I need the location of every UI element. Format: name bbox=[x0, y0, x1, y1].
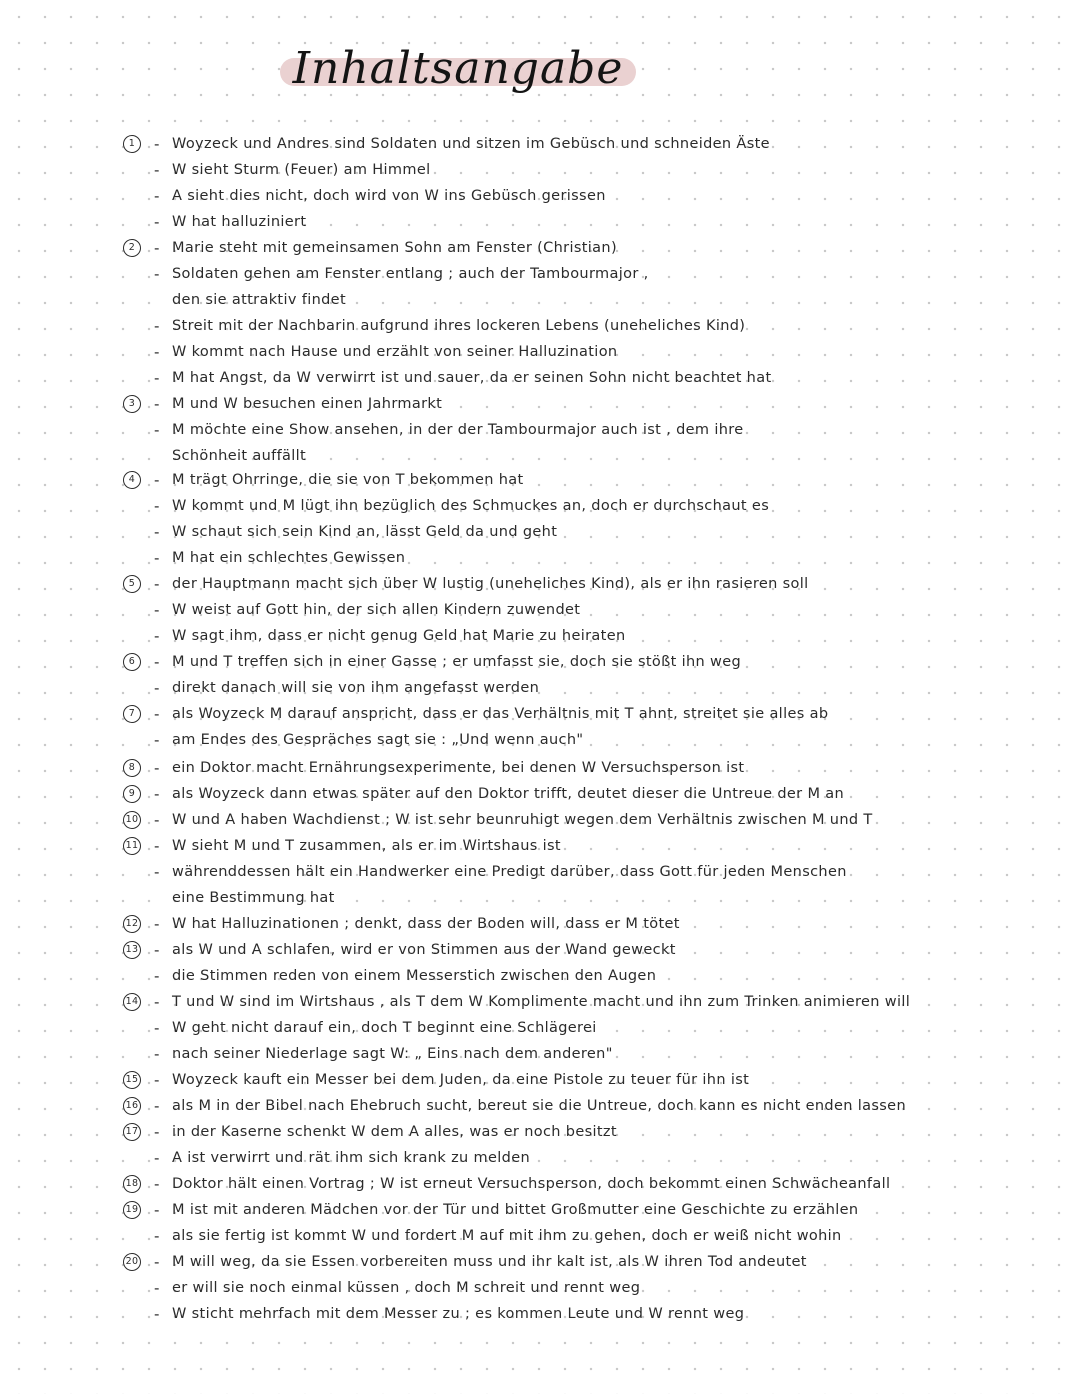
bullet-dash: - bbox=[154, 1045, 160, 1063]
summary-line-text: Doktor hält einen Vortrag ; W ist erneut Versuchsperson, doch bekommt einen Schwächeanfall bbox=[172, 1176, 891, 1192]
summary-line-text: W hat halluziniert bbox=[172, 214, 307, 230]
scene-number-circle: 10 bbox=[123, 811, 141, 829]
scene-number-circle: 16 bbox=[123, 1097, 141, 1115]
summary-line-text: Marie steht mit gemeinsamen Sohn am Fenster (Christian) bbox=[172, 240, 617, 256]
bullet-dash: - bbox=[154, 1175, 160, 1193]
scene-number-circle: 5 bbox=[123, 575, 141, 593]
bullet-dash: - bbox=[154, 187, 160, 205]
summary-line-text: Schönheit auffällt bbox=[172, 448, 307, 464]
bullet-dash: - bbox=[154, 705, 160, 723]
bullet-dash: - bbox=[154, 759, 160, 777]
bullet-dash: - bbox=[154, 863, 160, 881]
summary-line-text: als Woyzeck M darauf anspricht, dass er das Verhältnis mit T ahnt, streitet sie alles ab bbox=[172, 706, 829, 722]
summary-line-text: W geht nicht darauf ein, doch T beginnt eine Schlägerei bbox=[172, 1020, 597, 1036]
summary-line-text: der Hauptmann macht sich über W lustig (uneheliches Kind), als er ihn rasieren soll bbox=[172, 576, 809, 592]
title-block bbox=[280, 38, 640, 108]
summary-line-text: T und W sind im Wirtshaus , als T dem W Komplimente macht und ihn zum Trinken animieren will bbox=[172, 994, 911, 1010]
summary-line-text: W kommt nach Hause und erzählt von seiner Halluzination bbox=[172, 344, 618, 360]
summary-line-text: den sie attraktiv findet bbox=[172, 292, 346, 308]
bullet-dash: - bbox=[154, 837, 160, 855]
bullet-dash: - bbox=[154, 421, 160, 439]
bullet-dash: - bbox=[154, 601, 160, 619]
summary-line-text: er will sie noch einmal küssen , doch M schreit und rennt weg bbox=[172, 1280, 641, 1296]
summary-line-text: W weist auf Gott hin, der sich allen Kindern zuwendet bbox=[172, 602, 581, 618]
summary-line-text: A sieht dies nicht, doch wird von W ins Gebüsch gerissen bbox=[172, 188, 606, 204]
bullet-dash: - bbox=[154, 343, 160, 361]
summary-line-text: M und W besuchen einen Jahrmarkt bbox=[172, 396, 443, 412]
summary-line-text: W sieht Sturm (Feuer) am Himmel bbox=[172, 162, 431, 178]
bullet-dash: - bbox=[154, 265, 160, 283]
summary-line-text: eine Bestimmung hat bbox=[172, 890, 335, 906]
scene-number-circle: 12 bbox=[123, 915, 141, 933]
bullet-dash: - bbox=[154, 811, 160, 829]
bullet-dash: - bbox=[154, 471, 160, 489]
summary-line-text: Woyzeck kauft ein Messer bei dem Juden, da eine Pistole zu teuer für ihn ist bbox=[172, 1072, 750, 1088]
scene-number-circle: 13 bbox=[123, 941, 141, 959]
scene-number-circle: 3 bbox=[123, 395, 141, 413]
bullet-dash: - bbox=[154, 239, 160, 257]
bullet-dash: - bbox=[154, 135, 160, 153]
bullet-dash: - bbox=[154, 941, 160, 959]
summary-line-text: als M in der Bibel nach Ehebruch sucht, bereut sie die Untreue, doch kann es nicht enden lassen bbox=[172, 1098, 906, 1114]
summary-line-text: W sieht M und T zusammen, als er im Wirtshaus ist bbox=[172, 838, 561, 854]
bullet-dash: - bbox=[154, 369, 160, 387]
bullet-dash: - bbox=[154, 575, 160, 593]
scene-number-circle: 6 bbox=[123, 653, 141, 671]
summary-line-text: M hat Angst, da W verwirrt ist und sauer, da er seinen Sohn nicht beachtet hat bbox=[172, 370, 772, 386]
summary-line-text: M und T treffen sich in einer Gasse ; er umfasst sie, doch sie stößt ihn weg bbox=[172, 654, 742, 670]
bullet-dash: - bbox=[154, 161, 160, 179]
bullet-dash: - bbox=[154, 497, 160, 515]
scene-number-circle: 4 bbox=[123, 471, 141, 489]
summary-line-text: W hat Halluzinationen ; denkt, dass der Boden will, dass er M tötet bbox=[172, 916, 680, 932]
summary-line-text: direkt danach will sie von ihm angefasst werden bbox=[172, 680, 540, 696]
summary-line-text: als sie fertig ist kommt W und fordert M auf mit ihm zu gehen, doch er weiß nicht wohin bbox=[172, 1228, 842, 1244]
bullet-dash: - bbox=[154, 1253, 160, 1271]
summary-line-text: M will weg, da sie Essen vorbereiten muss und ihr kalt ist, als W ihren Tod andeutet bbox=[172, 1254, 807, 1270]
bullet-dash: - bbox=[154, 785, 160, 803]
scene-number-circle: 11 bbox=[123, 837, 141, 855]
summary-line-text: Streit mit der Nachbarin aufgrund ihres lockeren Lebens (uneheliches Kind) bbox=[172, 318, 746, 334]
bullet-dash: - bbox=[154, 993, 160, 1011]
summary-line-text: als Woyzeck dann etwas später auf den Doktor trifft, deutet dieser die Untreue der M an bbox=[172, 786, 845, 802]
summary-line-text: A ist verwirrt und rät ihm sich krank zu melden bbox=[172, 1150, 531, 1166]
scene-number-circle: 20 bbox=[123, 1253, 141, 1271]
scene-number-circle: 1 bbox=[123, 135, 141, 153]
summary-line-text: währenddessen hält ein Handwerker eine Predigt darüber, dass Gott für jeden Menschen bbox=[172, 864, 847, 880]
summary-line-text: in der Kaserne schenkt W dem A alles, was er noch besitzt bbox=[172, 1124, 617, 1140]
summary-line-text: M trägt Ohrringe, die sie von T bekommen hat bbox=[172, 472, 524, 488]
scene-number-circle: 7 bbox=[123, 705, 141, 723]
bullet-dash: - bbox=[154, 1071, 160, 1089]
bullet-dash: - bbox=[154, 523, 160, 541]
summary-line-text: nach seiner Niederlage sagt W: „ Eins nach dem anderen" bbox=[172, 1046, 613, 1062]
bullet-dash: - bbox=[154, 627, 160, 645]
bullet-dash: - bbox=[154, 1305, 160, 1323]
scene-number-circle: 9 bbox=[123, 785, 141, 803]
bullet-dash: - bbox=[154, 967, 160, 985]
summary-line-text: am Endes des Gespräches sagt sie : „Und wenn auch" bbox=[172, 732, 584, 748]
summary-line-text: Soldaten gehen am Fenster entlang ; auch der Tambourmajor , bbox=[172, 266, 649, 282]
scene-number-circle: 14 bbox=[123, 993, 141, 1011]
bullet-dash: - bbox=[154, 1123, 160, 1141]
scene-number-circle: 15 bbox=[123, 1071, 141, 1089]
bullet-dash: - bbox=[154, 1227, 160, 1245]
scene-number-circle: 18 bbox=[123, 1175, 141, 1193]
summary-line-text: die Stimmen reden von einem Messerstich zwischen den Augen bbox=[172, 968, 657, 984]
summary-line-text: W und A haben Wachdienst ; W ist sehr beunruhigt wegen dem Verhältnis zwischen M und T bbox=[172, 812, 873, 828]
summary-line-text: als W und A schlafen, wird er von Stimmen aus der Wand geweckt bbox=[172, 942, 676, 958]
summary-line-text: W sagt ihm, dass er nicht genug Geld hat Marie zu heiraten bbox=[172, 628, 626, 644]
bullet-dash: - bbox=[154, 1201, 160, 1219]
bullet-dash: - bbox=[154, 1019, 160, 1037]
page-title: Inhaltsangabe bbox=[292, 43, 624, 94]
scene-number-circle: 19 bbox=[123, 1201, 141, 1219]
bullet-dash: - bbox=[154, 679, 160, 697]
bullet-dash: - bbox=[154, 1097, 160, 1115]
bullet-dash: - bbox=[154, 549, 160, 567]
summary-line-text: Woyzeck und Andres sind Soldaten und sitzen im Gebüsch und schneiden Äste bbox=[172, 136, 770, 152]
bullet-dash: - bbox=[154, 1279, 160, 1297]
bullet-dash: - bbox=[154, 731, 160, 749]
summary-line-text: ein Doktor macht Ernährungsexperimente, bei denen W Versuchsperson ist bbox=[172, 760, 745, 776]
summary-line-text: M hat ein schlechtes Gewissen bbox=[172, 550, 406, 566]
bullet-dash: - bbox=[154, 213, 160, 231]
bullet-dash: - bbox=[154, 1149, 160, 1167]
scene-number-circle: 17 bbox=[123, 1123, 141, 1141]
bullet-dash: - bbox=[154, 395, 160, 413]
scene-number-circle: 2 bbox=[123, 239, 141, 257]
summary-line-text: M möchte eine Show ansehen, in der der Tambourmajor auch ist , dem ihre bbox=[172, 422, 744, 438]
scene-number-circle: 8 bbox=[123, 759, 141, 777]
bullet-dash: - bbox=[154, 653, 160, 671]
bullet-dash: - bbox=[154, 317, 160, 335]
summary-line-text: W kommt und M lügt ihn bezüglich des Schmuckes an, doch er durchschaut es bbox=[172, 498, 770, 514]
summary-line-text: W schaut sich sein Kind an, lässt Geld da und geht bbox=[172, 524, 558, 540]
bullet-dash: - bbox=[154, 915, 160, 933]
summary-line-text: M ist mit anderen Mädchen vor der Tür und bittet Großmutter eine Geschichte zu erzählen bbox=[172, 1202, 859, 1218]
summary-line-text: W sticht mehrfach mit dem Messer zu ; es kommen Leute und W rennt weg bbox=[172, 1306, 745, 1322]
